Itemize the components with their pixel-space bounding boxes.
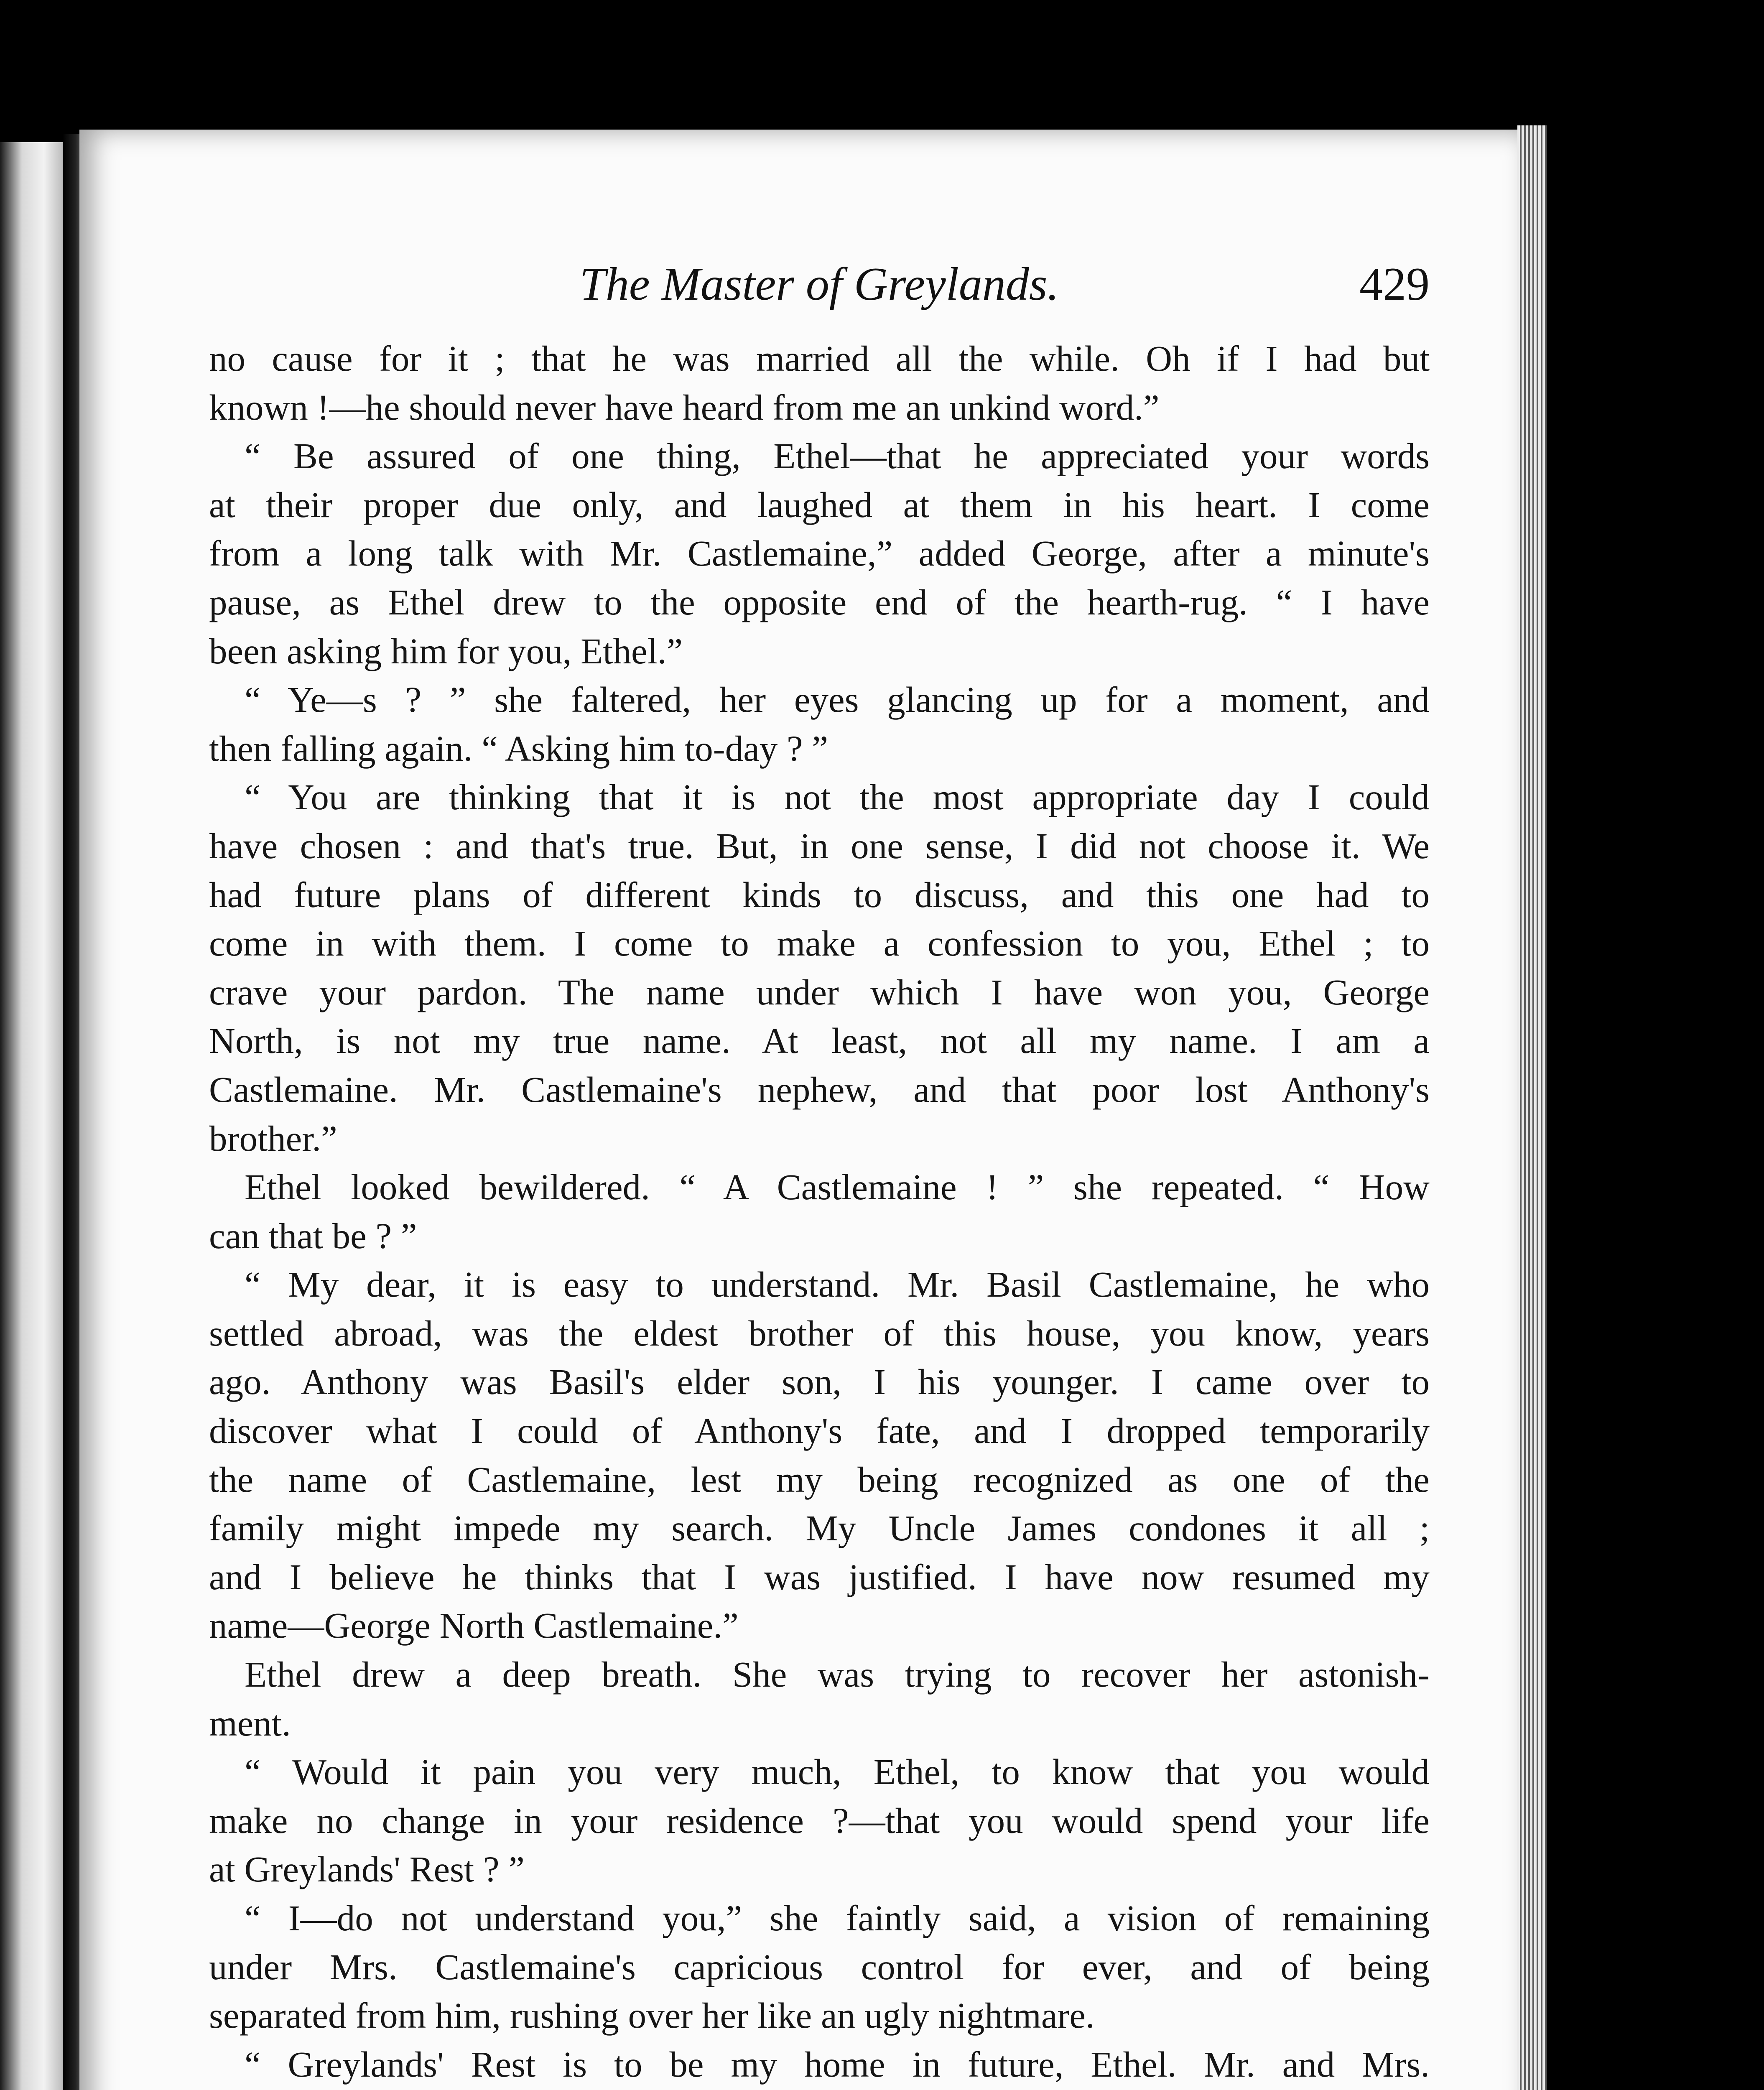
text-line: crave your pardon. The name under which I have won you, George: [209, 971, 1430, 1012]
paragraph: [209, 1894, 1430, 2040]
body-text: [209, 334, 1430, 2090]
text-line: no cause for it ; that he was married all the while. Oh if I had but: [209, 338, 1430, 379]
paragraph: [209, 1163, 1430, 1260]
text-line: had future plans of different kinds to discuss, and this one had to: [209, 874, 1430, 915]
text-line: settled abroad, was the eldest brother of this house, you know, years: [209, 1313, 1430, 1353]
text-line: discover what I could of Anthony's fate, and I dropped temporarily: [209, 1410, 1430, 1451]
text-line: Castlemaine. Mr. Castlemaine's nephew, and that poor lost Anthony's: [209, 1069, 1430, 1110]
text-line: North, is not my true name. At least, not all my name. I am a: [209, 1020, 1430, 1061]
text-line: have chosen : and that's true. But, in one sense, I did not choose it. We: [209, 825, 1430, 866]
text-line: the name of Castlemaine, lest my being recognized as one of the: [209, 1459, 1430, 1500]
text-line: Ethel drew a deep breath. She was trying to recover her astonish-: [245, 1654, 1430, 1695]
text-line: name—George North Castlemaine.”: [209, 1605, 739, 1646]
facing-page-edge: [0, 142, 63, 2090]
text-line: pause, as Ethel drew to the opposite end of the hearth-rug. “ I have: [209, 581, 1430, 622]
paragraph: [209, 432, 1430, 675]
paragraph: [209, 1260, 1430, 1650]
text-line: and I believe he thinks that I was justified. I have now resumed my: [209, 1556, 1430, 1597]
text-line: come in with them. I come to make a confession to you, Ethel ; to: [209, 923, 1430, 964]
paragraph: [209, 773, 1430, 1163]
text-line: family might impede my search. My Uncle James condones it all ;: [209, 1508, 1430, 1549]
text-line: from a long talk with Mr. Castlemaine,” added George, after a minute's: [209, 533, 1430, 574]
running-title: The Master of Greylands.: [579, 258, 1059, 310]
text-line: “ Be assured of one thing, Ethel—that he appreciated your words: [245, 436, 1430, 477]
text-line: separated from him, rushing over her like an ugly nightmare.: [209, 1995, 1095, 2036]
paragraph: [209, 2040, 1430, 2090]
paragraph: [209, 1748, 1430, 1894]
text-line: “ Greylands' Rest is to be my home in future, Ethel. Mr. and Mrs.: [245, 2044, 1430, 2085]
paragraph: [209, 334, 1430, 432]
text-line: at their proper due only, and laughed at them in his heart. I come: [209, 484, 1430, 525]
text-line: Ethel looked bewildered. “ A Castlemaine ! ” she repeated. “ How: [245, 1167, 1430, 1208]
text-line: at Greylands' Rest ? ”: [209, 1849, 525, 1890]
text-line: ago. Anthony was Basil's elder son, I his younger. I came over to: [209, 1361, 1430, 1402]
page-edges: [1517, 125, 1547, 2090]
text-line: can that be ? ”: [209, 1215, 417, 1256]
page-header: [209, 251, 1430, 318]
paragraph: [209, 1650, 1430, 1748]
text-line: ment.: [209, 1703, 291, 1743]
text-line: make no change in your residence ?—that you would spend your life: [209, 1800, 1430, 1841]
text-line: “ Would it pain you very much, Ethel, to know that you would: [245, 1751, 1430, 1792]
text-line: “ You are thinking that it is not the most appropriate day I could: [245, 777, 1430, 818]
text-line: been asking him for you, Ethel.”: [209, 630, 683, 671]
page-number: 429: [1359, 258, 1430, 310]
text-line: “ Ye—s ? ” she faltered, her eyes glancing up for a moment, and: [245, 679, 1430, 720]
text-line: brother.”: [209, 1118, 337, 1159]
text-line: under Mrs. Castlemaine's capricious control for ever, and of being: [209, 1946, 1430, 1987]
text-line: “ My dear, it is easy to understand. Mr. Basil Castlemaine, he who: [245, 1264, 1430, 1305]
paragraph: [209, 675, 1430, 773]
text-line: then falling again. “ Asking him to-day ? ”: [209, 728, 828, 769]
text-line: “ I—do not understand you,” she faintly said, a vision of remaining: [245, 1898, 1430, 1938]
text-line: known !—he should never have heard from me an unkind word.”: [209, 387, 1160, 428]
